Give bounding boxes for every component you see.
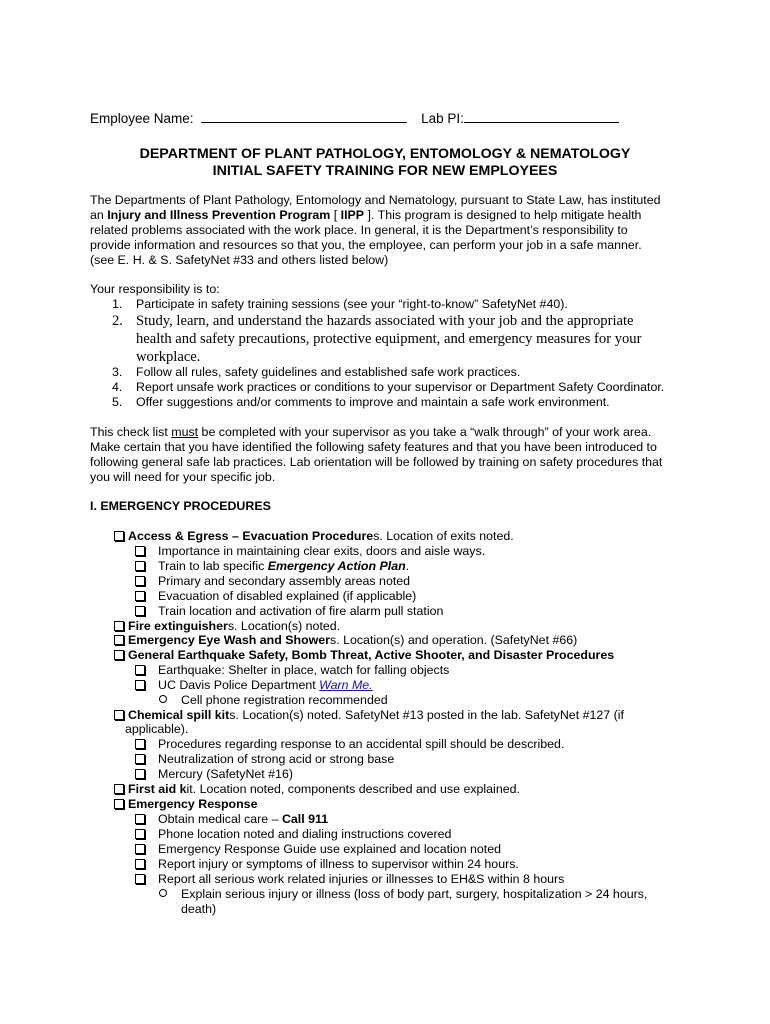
checkbox[interactable] xyxy=(114,635,124,645)
checklist-item-earthquake: General Earthquake Safety, Bomb Threat, Active Shooter, and Disaster Procedures xyxy=(114,648,614,663)
checklist-subsubitem: Cell phone registration recommended xyxy=(159,693,167,708)
responsibility-item-cont: workplace. xyxy=(136,349,201,365)
checkbox[interactable] xyxy=(135,591,145,601)
checklist-subitem: Report injury or symptoms of illness to supervisor within 24 hours. xyxy=(135,857,145,872)
checklist-subitem: Earthquake: Shelter in place, watch for falling objects xyxy=(135,663,145,678)
section-heading-emergency: I. EMERGENCY PROCEDURES xyxy=(90,499,271,513)
responsibility-item: 3. Follow all rules, safety guidelines and established safe work practices. xyxy=(112,365,521,379)
checklist-item-cont: applicable). xyxy=(125,722,189,736)
responsibility-item: 1. Participate in safety training sessions (see your “right-to-know” SafetyNet #40). xyxy=(112,297,568,311)
responsibility-item: 2. Study, learn, and understand the hazards associated with your job and the appropriate xyxy=(112,313,634,329)
checklist-subitem: Report all serious work related injuries or illnesses to EH&S within 8 hours xyxy=(135,872,145,887)
checklist-subitem: Importance in maintaining clear exits, doors and aisle ways. xyxy=(135,544,145,559)
intro-line: (see E. H. & S. SafetyNet #33 and others listed below) xyxy=(90,253,389,267)
checkbox[interactable] xyxy=(114,784,124,794)
checklist-subitem: Train to lab specific Emergency Action Plan. xyxy=(135,559,145,574)
checkbox[interactable] xyxy=(135,874,145,884)
checklist-item-first-aid: First aid kit. Location noted, components described and use explained. xyxy=(114,782,520,797)
warn-me-link[interactable]: Warn Me. xyxy=(319,678,373,692)
checkbox[interactable] xyxy=(135,546,145,556)
checkbox[interactable] xyxy=(135,754,145,764)
checkbox[interactable] xyxy=(114,531,124,541)
checklist-subitem: Primary and secondary assembly areas noted xyxy=(135,574,145,589)
checklist-subitem: Mercury (SafetyNet #16) xyxy=(135,767,145,782)
checklist-subitem: Procedures regarding response to an accidental spill should be described. xyxy=(135,737,145,752)
checklist-item-eye-wash: Emergency Eye Wash and Showers. Location(s) and operation. (SafetyNet #66) xyxy=(114,633,577,648)
checklist-subitem: Evacuation of disabled explained (if applicable) xyxy=(135,589,145,604)
title-line-2: INITIAL SAFETY TRAINING FOR NEW EMPLOYEES xyxy=(212,163,558,179)
checkbox[interactable] xyxy=(135,576,145,586)
checkbox[interactable] xyxy=(135,814,145,824)
checkbox[interactable] xyxy=(135,606,145,616)
intro-paragraph xyxy=(90,193,690,268)
checklist-subitem: UC Davis Police Department Warn Me. xyxy=(135,678,145,693)
checklist-subsubitem: Explain serious injury or illness (loss of body part, surgery, hospitalization > 24 hours, xyxy=(159,887,167,902)
checkbox[interactable] xyxy=(114,799,124,809)
intro-line: The Departments of Plant Pathology, Entomology and Nematology, pursuant to State Law, has instituted xyxy=(90,193,661,207)
checkbox[interactable] xyxy=(135,680,145,690)
checkbox[interactable] xyxy=(114,650,124,660)
responsibility-item-cont: health and safety precautions, protective equipment, and emergency measures for your xyxy=(136,331,642,347)
responsibility-heading: Your responsibility is to: xyxy=(90,282,220,296)
responsibility-item: 4. Report unsafe work practices or conditions to your supervisor or Department Safety Coordinator. xyxy=(112,380,665,394)
checkbox[interactable] xyxy=(114,621,124,631)
checklist-item-access-egress: Access & Egress – Evacuation Procedures. Location of exits noted. xyxy=(114,529,514,544)
lab-pi-label: Lab PI: xyxy=(421,111,464,126)
checklist-subitem: Train location and activation of fire alarm pull station xyxy=(135,604,145,619)
intro-line: an Injury and Illness Prevention Program [ IIPP ]. This program is designed to help mitigate health xyxy=(90,208,642,222)
employee-name-label: Employee Name: xyxy=(90,111,194,126)
intro-line: provide information and resources so that you, the employee, can perform your job in a safe manner. xyxy=(90,238,642,252)
checkbox[interactable] xyxy=(135,859,145,869)
checklist-intro-line: This check list must be completed with your supervisor as you take a “walk through” of your work area. xyxy=(90,425,652,439)
checklist-item-chemical-spill: Chemical spill kits. Location(s) noted. SafetyNet #13 posted in the lab. SafetyNet #127 (if xyxy=(114,708,624,723)
checklist-item-fire-extinguishers: Fire extinguishers. Location(s) noted. xyxy=(114,619,340,634)
title-line-1: DEPARTMENT OF PLANT PATHOLOGY, ENTOMOLOGY & NEMATOLOGY xyxy=(139,146,631,162)
circle-bullet-icon xyxy=(159,695,167,703)
responsibility-item: 5. Offer suggestions and/or comments to improve and maintain a safe work environment. xyxy=(112,395,610,409)
checkbox[interactable] xyxy=(135,769,145,779)
checkbox[interactable] xyxy=(135,844,145,854)
checkbox[interactable] xyxy=(135,829,145,839)
checklist-intro-line: Make certain that you have identified the following safety features and that you have been introduced to xyxy=(90,440,657,454)
employee-name-field[interactable] xyxy=(201,110,407,123)
checklist-intro-line: following general safe lab practices. Lab orientation will be followed by training on safety procedures that xyxy=(90,455,663,469)
checklist-item-emergency-response: Emergency Response xyxy=(114,797,257,812)
checklist-subitem: Emergency Response Guide use explained and location noted xyxy=(135,842,145,857)
checklist-subitem: Obtain medical care – Call 911 xyxy=(135,812,145,827)
header-row xyxy=(90,110,619,126)
checkbox[interactable] xyxy=(135,561,145,571)
checklist-subitem: Phone location noted and dialing instructions covered xyxy=(135,827,145,842)
checkbox[interactable] xyxy=(114,710,124,720)
checklist-subitem: Neutralization of strong acid or strong base xyxy=(135,752,145,767)
checkbox[interactable] xyxy=(135,739,145,749)
intro-line: related problems associated with the work place. In general, it is the Department’s responsibility to xyxy=(90,223,628,237)
checkbox[interactable] xyxy=(135,665,145,675)
document-page: Employee Name: Lab PI: DEPARTMENT OF PLANT PATHOLOGY, ENTOMOLOGY & NEMATOLOGY INITIAL SAFETY TRAINING FOR NEW EMPLOYEES The Departments of Plant Pathology, Entomology and Nematology, pursuant to State Law, has instituted an Injury and Illness Prevention Program [ IIPP ]. This program is designed to help mitigate health related problems associated with the work place. In general, it is the Department’s responsibility to provide information and resources so that you, the employee, can perform your job in a safe manner. (see E. H. & S. SafetyNet #33 and others listed below) Your responsibility is to: 1. Participate in safety training sessions (see your “right-to-know” SafetyNet #40). 2. Study, learn, and understand the hazards associated with your job and the appropriate health and safety precautions, protective equipment, and emergency measures for your workplace. 3. Follow all rules, safety guidelines and established safe work practices. 4. Report unsafe work practices or conditions to your supervisor or Department Safety Coordinator. 5. Offer suggestions and/or comments to improve and maintain a safe work environment. This check list must be completed with your supervisor as you take a “walk through” of your work area. Make certain that you have identified the following safety features and that you have been introduced to following general safe lab practices. Lab orientation will be followed by training on safety procedures that you will need for your specific job. I. EMERGENCY PROCEDURES Access & Egress – Evacuation Procedures. Location of exits noted. Importance in maintaining clear exits, doors and aisle ways. Train to lab specific Emergency Action Plan. Primary and secondary assembly areas noted Evacuation of disabled explained (if applicable) Train location and activation of fire alarm pull station Fire extinguishers. Location(s) noted. Emergency Eye Wash and Showers. Location(s) and operation. (SafetyNet #66) General Earthquake Safety, Bomb Threat, Active Shooter, and Disaster Procedures Earthquake: Shelter in place, watch for falling objects UC Davis Police Department Warn Me. Cell phone registration recommended Chemical spill kits. Location(s) noted. SafetyNet #13 posted in the lab. SafetyNet #127 (if applicable). Procedures regarding response to an accidental spill should be described. Neutralization of strong acid or strong base Mercury (SafetyNet #16) First aid kit. Location noted, components described and use explained. Emergency Response Obtain medical care – Call 911 Phone location noted and dialing instructions covered Emergency Response Guide use explained and location noted Report injury or symptoms of illness to supervisor within 24 hours. Report all serious work related injuries or illnesses to EH&S within 8 hours Explain serious injury or illness (loss of body part, surgery, hospitalization > 24 hours, death) xyxy=(0,0,770,1024)
checklist-intro-line: you will need for your specific job. xyxy=(90,470,276,484)
circle-bullet-icon xyxy=(159,889,167,897)
lab-pi-field[interactable] xyxy=(464,110,619,123)
checklist-intro-paragraph xyxy=(90,425,690,485)
